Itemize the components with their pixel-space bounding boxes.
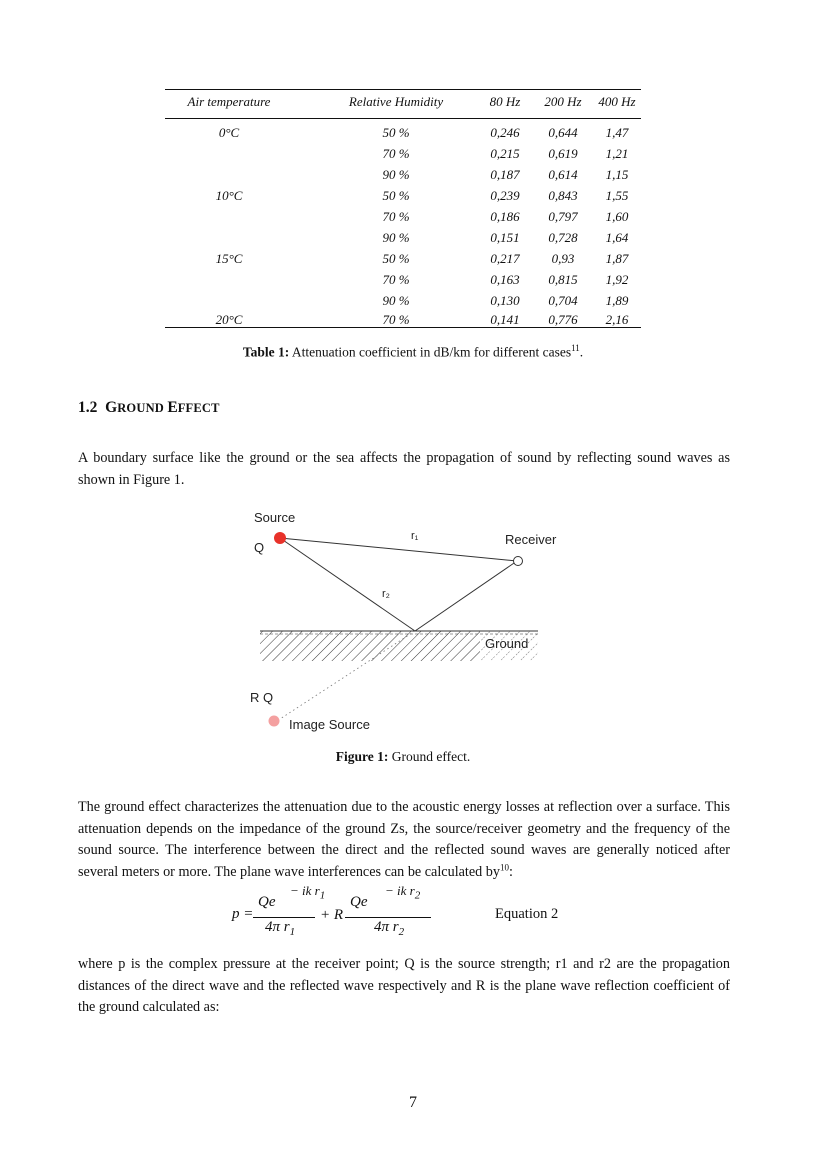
table-cell: 0,163 <box>490 272 520 287</box>
table-cell: 0,239 <box>490 188 520 203</box>
table-bottom-rule <box>165 327 641 328</box>
section-title-g: G <box>105 399 118 416</box>
eq-den2: 4π $r_2$ <box>374 919 405 938</box>
eq-exp2: − ik $r_2$ <box>385 883 421 902</box>
table-cell: 1,55 <box>605 188 629 203</box>
table-caption <box>0 343 826 361</box>
table-header-cell: 80 Hz <box>489 94 521 109</box>
reflected-path-outgoing <box>415 561 517 631</box>
table-header-cell: 200 Hz <box>544 94 582 109</box>
table-cell: 1,64 <box>605 230 629 245</box>
eq-den1: 4π $r_1$ <box>265 919 296 938</box>
table-cell: 0,614 <box>548 167 578 182</box>
table-cell: 1,47 <box>605 125 629 140</box>
table-cell: 0,130 <box>490 293 520 308</box>
table-cell: 0,815 <box>548 272 578 287</box>
table-caption-label: Table 1: <box>242 344 290 360</box>
r1-label: r₁ <box>411 530 419 542</box>
ground-label: Ground <box>485 636 529 651</box>
paragraph-ground-effect-ref: 10 <box>500 861 509 872</box>
table-cell: 0,151 <box>490 230 520 245</box>
figure-caption <box>0 749 806 765</box>
table-cell: 0,644 <box>548 125 578 140</box>
section-title-e: E <box>167 399 178 416</box>
table-cell: 1,15 <box>605 167 629 182</box>
eq-exp1: − ik $r_1$ <box>290 883 326 902</box>
table-cell: 0,246 <box>490 125 520 140</box>
table-cell: 1,21 <box>605 146 629 161</box>
table-cell: 0,619 <box>548 146 578 161</box>
table-caption-text: Attenuation coefficient in dB/km for different cases <box>291 344 572 360</box>
table-top-rule <box>165 89 641 90</box>
receiver-label: Receiver <box>505 532 557 547</box>
page-number: 7 <box>409 1094 417 1111</box>
section-title-round: ROUND <box>117 401 168 415</box>
table-cell: 70 % <box>382 312 410 327</box>
image-source-marker <box>269 716 280 727</box>
source-label: Source <box>254 510 296 525</box>
table-cell: 50 % <box>382 251 410 266</box>
table-cell: 70 % <box>382 272 410 287</box>
table-header-cell: 400 Hz <box>598 94 636 109</box>
table-cell: 90 % <box>382 167 410 182</box>
table-cell: 50 % <box>382 125 410 140</box>
table-caption-end: . <box>579 344 584 360</box>
table-row-temperature: 0°C <box>218 125 240 140</box>
eq-label: Equation 2 <box>495 906 559 922</box>
table-row-temperature: 15°C <box>215 251 243 266</box>
q-label: Q <box>254 540 265 555</box>
table-row-temperature: 20°C <box>215 312 243 327</box>
table-cell: 70 % <box>382 209 410 224</box>
table-cell: 90 % <box>382 230 410 245</box>
r2-label: r₂ <box>382 588 390 600</box>
table-cell: 0,704 <box>548 293 578 308</box>
paragraph-ground-effect <box>78 797 730 883</box>
eq-lhs: p = <box>232 906 254 922</box>
table-cell: 1,89 <box>605 293 629 308</box>
table-cell: 0,215 <box>490 146 520 161</box>
table-row-temperature: 10°C <box>215 188 243 203</box>
table-cell: 1,60 <box>605 209 629 224</box>
table-cell: 70 % <box>382 146 410 161</box>
table-cell: 90 % <box>382 293 410 308</box>
table-cell: 1,87 <box>605 251 629 266</box>
table-cell: 0,797 <box>548 209 578 224</box>
paragraph-variables: where p is the complex pressure at the receiver point; Q is the source strength; r1 and r2 are the propagation distances of the direct wave and the reflected wave respectively and R is the plane wave reflection coefficient of the ground calculated as: <box>78 956 730 1015</box>
table-cell: 1,92 <box>605 272 629 287</box>
table-cell: 0,187 <box>490 167 520 182</box>
paragraph-intro: A boundary surface like the ground or the sea affects the propagation of sound by reflecting sound waves as shown in Figure 1. <box>78 450 730 488</box>
image-source-label: Image Source <box>289 717 370 732</box>
table-header-cell: Air temperature <box>187 94 271 109</box>
table-cell: 0,843 <box>548 188 578 203</box>
table-caption-ref: 11 <box>571 343 580 353</box>
eq-fraction-bar-2 <box>345 917 431 918</box>
section-number: 1.2 <box>78 399 98 416</box>
section-heading <box>78 399 220 417</box>
table-cell: 0,217 <box>490 251 520 266</box>
table-cell: 50 % <box>382 188 410 203</box>
direct-path-r1 <box>280 538 517 561</box>
paragraph-ground-effect-end: : <box>509 863 513 880</box>
source-marker <box>274 532 286 544</box>
table-header-rule <box>165 118 641 119</box>
ground-hatch <box>260 631 480 661</box>
receiver-marker <box>514 557 523 566</box>
eq-plus-r: + R <box>320 907 344 923</box>
eq-num2: Qe <box>350 894 368 910</box>
table-header-cell: Relative Humidity <box>348 94 444 109</box>
table-cell: 0,93 <box>551 251 575 266</box>
table-cell: 0,776 <box>548 312 578 327</box>
table-cell: 2,16 <box>605 312 629 327</box>
table-cell: 0,186 <box>490 209 520 224</box>
figure-caption-text: Ground effect. <box>391 749 471 764</box>
reflected-path-incident <box>280 538 415 631</box>
table-cell: 0,728 <box>548 230 578 245</box>
figure-caption-label: Figure 1: <box>335 749 389 764</box>
rq-label: R Q <box>250 690 274 705</box>
section-title-ffect: FFECT <box>177 401 220 415</box>
eq-fraction-bar-1 <box>253 917 315 918</box>
paragraph-ground-effect-text: The ground effect characterizes the attenuation due to the acoustic energy losses at reflection over a surface. This attenuation depends on the impedance of the ground Zs, the source/receiver geometry and the frequency of the sound source. The interference between the direct and the reflected sound waves are generally noticed after several meters or more. The plane wave interferences can be calculated by <box>78 799 730 880</box>
table-cell: 0,141 <box>490 312 520 327</box>
eq-num1: Qe <box>258 894 276 910</box>
